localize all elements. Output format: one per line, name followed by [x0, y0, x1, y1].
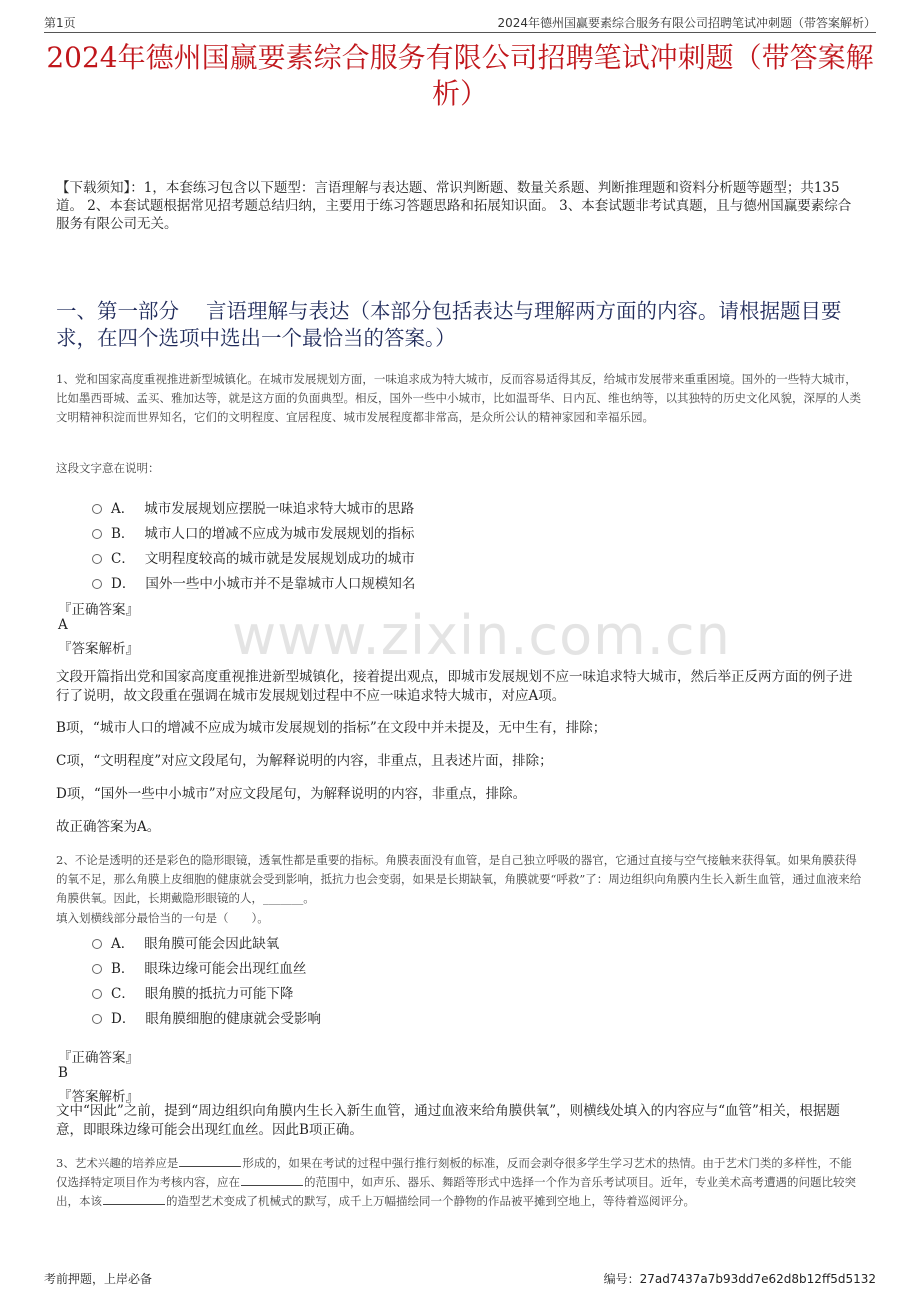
radio-icon[interactable]: [92, 1014, 102, 1024]
question-2-answer: B: [58, 1065, 68, 1081]
radio-icon[interactable]: [92, 554, 102, 564]
question-2-prompt: 填入划横线部分最恰当的一句是（ ）。: [56, 911, 269, 925]
question-2-option-c[interactable]: C． 眼角膜的抵抗力可能下降: [92, 982, 293, 1002]
question-2-option-d[interactable]: D． 眼角膜细胞的健康就会受影响: [92, 1007, 321, 1027]
question-1-analysis-b: B项，“城市人口的增减不应成为城市发展规划的指标”在文段中并未提及，无中生有，排除；: [56, 720, 607, 736]
question-2-stem: 2、不论是透明的还是彩色的隐形眼镜，透氧性都是重要的指标。角膜表面没有血管，是自己独立呼吸的器官，它通过直接与空气接触来获得氧。如果角膜获得的氧不足，那么角膜上皮细胞的健康就会受到影响，抵抗力也会变弱，如果是长期缺氧，角膜就要“呼救”了：周边组织向角膜内生长入新生血管，通过血液来给角膜供氧。因此，长期戴隐形眼镜的人，_______。: [56, 853, 862, 905]
question-1-option-a[interactable]: A． 城市发展规划应摆脱一味追求特大城市的思路: [92, 497, 414, 517]
question-1-option-c[interactable]: C． 文明程度较高的城市就是发展规划成功的城市: [92, 547, 415, 567]
question-1-prompt: 这段文字意在说明：: [56, 461, 160, 475]
question-1-analysis-d: D项，“国外一些中小城市”对应文段尾句，为解释说明的内容，非重点，排除。: [56, 786, 527, 802]
section-heading: 一、第一部分 言语理解与表达（本部分包括表达与理解两方面的内容。请根据题目要求，在四个选项中选出一个最恰当的答案。）: [56, 299, 842, 350]
header-doc-title: 2024年德州国赢要素综合服务有限公司招聘笔试冲刺题（带答案解析）: [497, 16, 876, 30]
footer-slogan: 考前押题，上岸必备: [44, 1272, 153, 1286]
download-notice: 【下载须知】：1，本套练习包含以下题型：言语理解与表达题、常识判断题、数量关系题、判断推理题和资料分析题等题型；共135道。 2、本套试题根据常见招考题总结归纳，主要用于练习答题思路和拓展知识面。 3、本套试题非考试真题，且与德州国赢要素综合服务有限公司无关。: [56, 180, 852, 232]
question-2-analysis-label: 『答案解析』: [58, 1089, 139, 1105]
question-1-answer: A: [58, 617, 68, 633]
radio-icon[interactable]: [92, 579, 102, 589]
answer-blank: [179, 1156, 241, 1167]
question-1-stem: 1、党和国家高度重视推进新型城镇化。在城市发展规划方面，一味追求成为特大城市，反而容易适得其反，给城市发展带来重重困境。国外的一些特大城市，比如墨西哥城、孟买、雅加达等，就是这方面的负面典型。相反，国外一些中小城市，比如温哥华、日内瓦、维也纳等，以其独特的历史文化风貌，深厚的人类文明精神积淀而世界知名，它们的文明程度、宜居程度、城市发展程度都非常高，是众所公认的精神家园和幸福乐园。: [56, 372, 861, 424]
question-1-option-d[interactable]: D． 国外一些中小城市并不是靠城市人口规模知名: [92, 572, 415, 592]
answer-blank: [103, 1194, 165, 1205]
page-number: 第1页: [44, 16, 76, 30]
footer-doc-id: 编号：27ad7437a7b93dd7e62d8b12ff5d5132: [603, 1272, 876, 1286]
watermark: www.zixin.com.cn: [232, 604, 731, 667]
document-title: 2024年德州国赢要素综合服务有限公司招聘笔试冲刺题（带答案解析）: [46, 41, 874, 110]
question-1-analysis-label: 『答案解析』: [58, 641, 139, 657]
page-header: [44, 10, 876, 33]
question-2-answer-label: 『正确答案』: [58, 1050, 139, 1066]
radio-icon[interactable]: [92, 504, 102, 514]
radio-icon[interactable]: [92, 989, 102, 999]
question-1-conclusion: 故正确答案为A。: [56, 819, 161, 835]
radio-icon[interactable]: [92, 964, 102, 974]
question-2-option-a[interactable]: A． 眼角膜可能会因此缺氧: [92, 932, 279, 952]
question-3-stem: 3、艺术兴趣的培养应是 形成的，如果在考试的过程中强行推行刻板的标准，反而会剥夺很多学生学习艺术的热情。由于艺术门类的多样性，不能仅选择特定项目作为考核内容，应在 的范围中，如声乐、器乐、舞蹈等形式中选择一个作为音乐考试项目。近年，专业美术高考遭遇的问题比较突出，本该 的造型艺术变成了机械式的默写，成千上万幅描绘同一个静物的作品被平摊到空地上，等待着巡阅评分。: [56, 1156, 856, 1208]
radio-icon[interactable]: [92, 939, 102, 949]
answer-blank: [241, 1175, 303, 1186]
question-2-analysis: 文中“因此”之前，提到“周边组织向角膜内生长入新生血管，通过血液来给角膜供氧”，则横线处填入的内容应与“血管”相关，根据题意，即眼珠边缘可能会出现红血丝。因此B项正确。: [56, 1103, 840, 1138]
question-1-option-b[interactable]: B． 城市人口的增减不应成为城市发展规划的指标: [92, 522, 414, 542]
question-1-analysis-main: 文段开篇指出党和国家高度重视推进新型城镇化，接着提出观点，即城市发展规划不应一味追求特大城市，然后举正反两方面的例子进行了说明，故文段重在强调在城市发展规划过程中不应一味追求特大城市，对应A项。: [56, 669, 853, 704]
question-2-option-b[interactable]: B． 眼珠边缘可能会出现红血丝: [92, 957, 306, 977]
radio-icon[interactable]: [92, 529, 102, 539]
question-1-answer-label: 『正确答案』: [58, 602, 139, 618]
question-1-analysis-c: C项，“文明程度”对应文段尾句，为解释说明的内容，非重点，且表述片面，排除；: [56, 753, 553, 769]
